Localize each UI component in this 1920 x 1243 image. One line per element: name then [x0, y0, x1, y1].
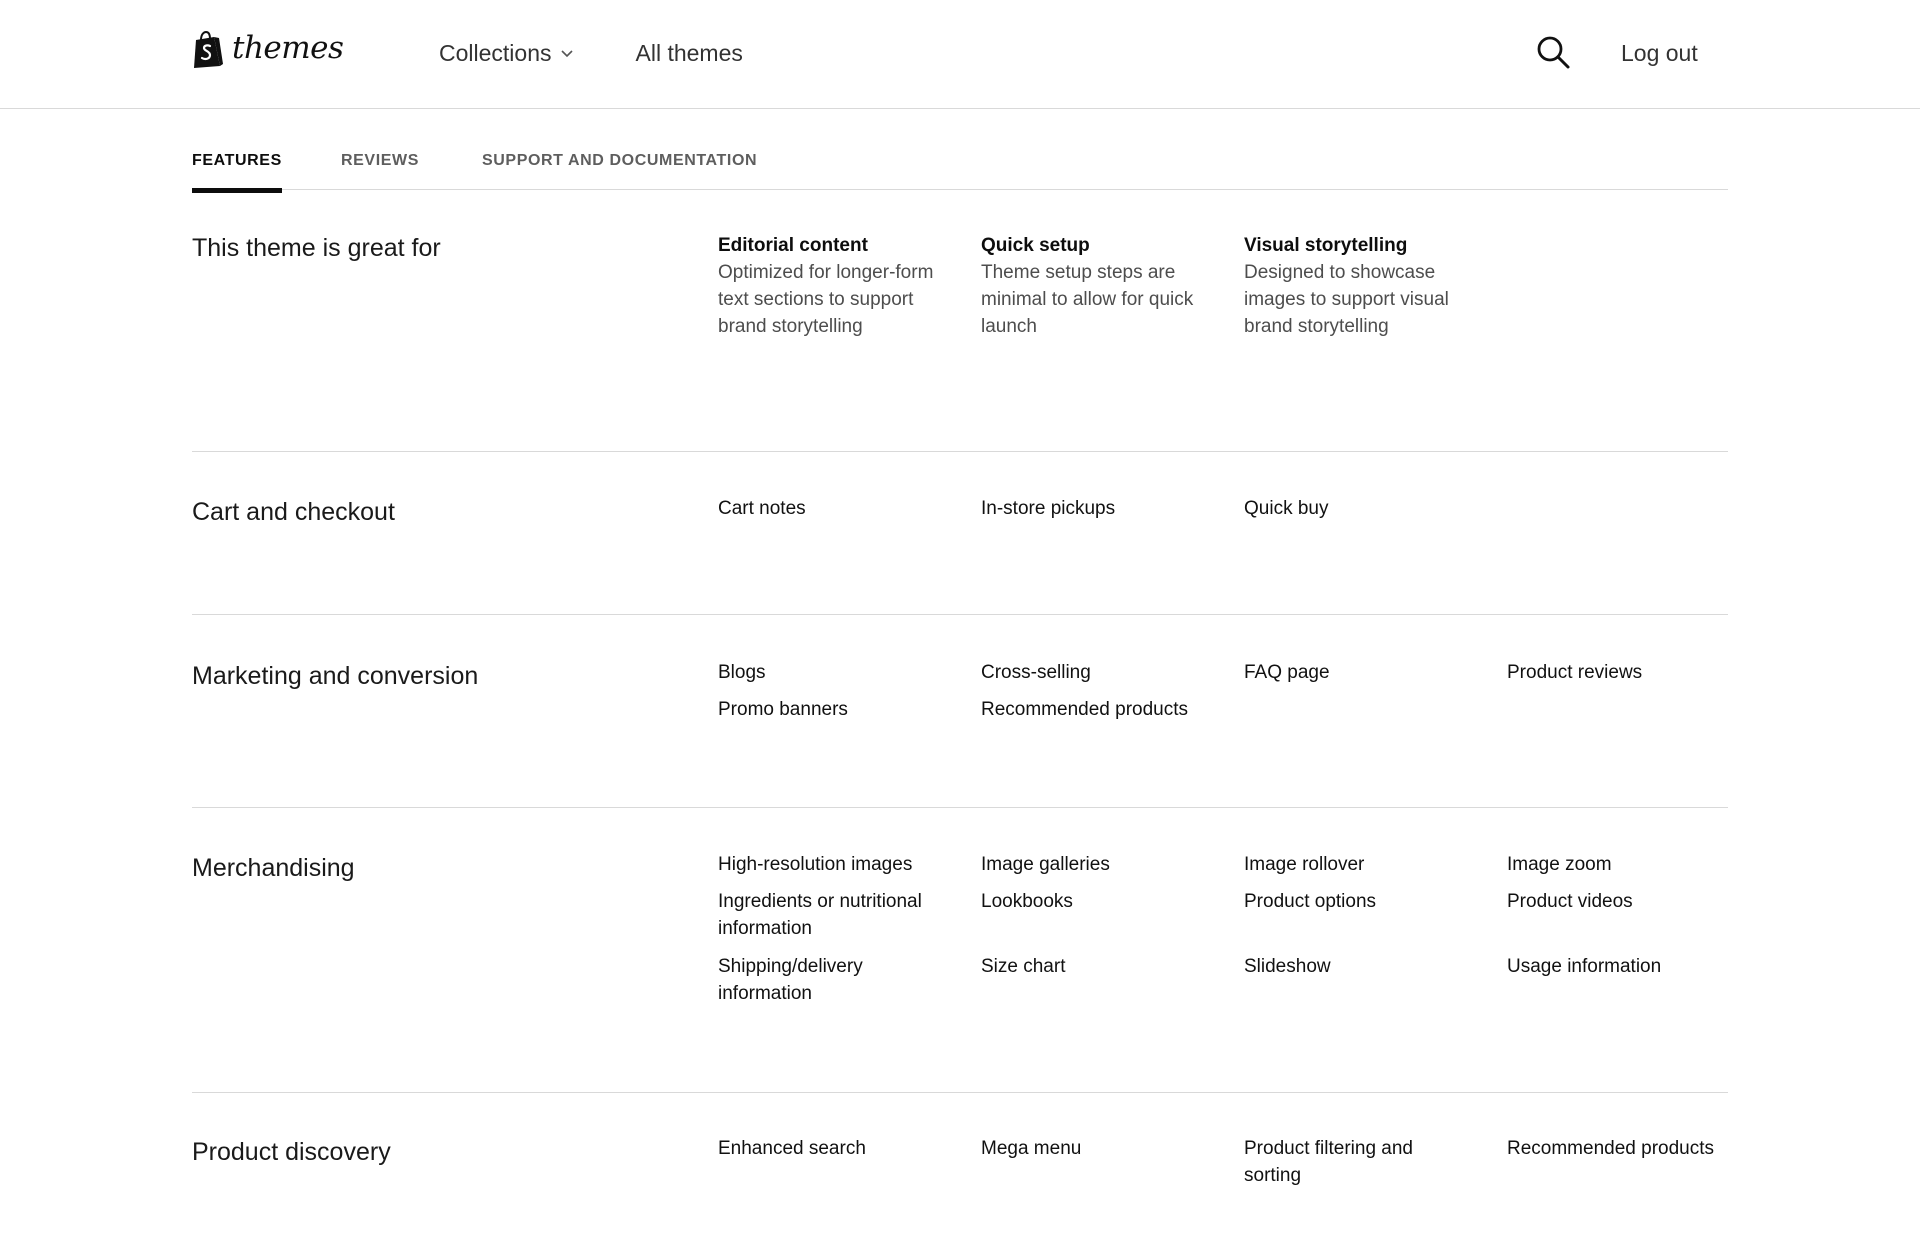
feature-item: Promo banners	[718, 699, 848, 720]
feature-item: Image rollover	[1244, 854, 1365, 875]
feature-item: Product videos	[1507, 891, 1633, 912]
feature-item: Image galleries	[981, 854, 1110, 875]
feature-title: Quick setup	[981, 235, 1090, 256]
section-title: This theme is great for	[192, 234, 441, 262]
feature-item: Recommended products	[1507, 1138, 1714, 1159]
feature-highlight	[718, 232, 943, 340]
log-out-link[interactable]: Log out	[1621, 40, 1698, 66]
chevron-down-icon	[561, 50, 573, 58]
feature-item: Quick buy	[1244, 498, 1329, 519]
cart-and-checkout-section	[192, 452, 1728, 615]
feature-highlight	[1244, 232, 1469, 340]
product-discovery-section	[192, 1093, 1728, 1243]
feature-description: Designed to showcase images to support visual brand storytelling	[1244, 262, 1449, 337]
section-title: Product discovery	[192, 1138, 391, 1166]
feature-item: Enhanced search	[718, 1138, 866, 1159]
shopify-bag-icon	[192, 31, 224, 69]
section-title: Merchandising	[192, 854, 355, 882]
feature-item: Lookbooks	[981, 891, 1073, 912]
feature-item: Slideshow	[1244, 956, 1331, 977]
feature-description: Optimized for longer-form text sections to support brand storytelling	[718, 262, 934, 337]
tab-reviews[interactable]: REVIEWS	[341, 152, 419, 169]
section-title: Marketing and conversion	[192, 662, 479, 690]
tab-support-and-documentation[interactable]: SUPPORT AND DOCUMENTATION	[482, 152, 758, 169]
top-navigation-bar	[0, 0, 1920, 109]
marketing-and-conversion-section	[192, 615, 1728, 808]
collections-dropdown[interactable]	[439, 40, 573, 67]
section-title: Cart and checkout	[192, 498, 395, 526]
main-nav	[439, 40, 743, 67]
all-themes-link[interactable]: All themes	[635, 40, 743, 66]
feature-highlight	[981, 232, 1206, 340]
theme-tabs	[192, 110, 1728, 190]
feature-item: FAQ page	[1244, 662, 1330, 683]
feature-item: Shipping/delivery information	[718, 956, 863, 1004]
merchandising-section	[192, 808, 1728, 1093]
feature-item: Cart notes	[718, 498, 806, 519]
feature-item: Product filtering and sorting	[1244, 1138, 1413, 1186]
feature-item: Usage information	[1507, 956, 1662, 977]
feature-item: Cross-selling	[981, 662, 1091, 683]
feature-item: In-store pickups	[981, 498, 1116, 519]
feature-item: Image zoom	[1507, 854, 1612, 875]
feature-item: High-resolution images	[718, 854, 913, 875]
logo-wordmark: themes	[232, 30, 344, 66]
feature-item: Size chart	[981, 956, 1066, 977]
feature-item: Mega menu	[981, 1138, 1082, 1159]
feature-item: Blogs	[718, 662, 766, 683]
feature-item: Ingredients or nutritional information	[718, 891, 922, 939]
feature-description: Theme setup steps are minimal to allow for quick launch	[981, 262, 1194, 337]
feature-item: Recommended products	[981, 699, 1188, 720]
feature-item: Product reviews	[1507, 662, 1643, 683]
feature-item: Product options	[1244, 891, 1377, 912]
great-for-section	[192, 190, 1728, 452]
collections-label: Collections	[439, 40, 552, 66]
tab-features[interactable]: FEATURES	[192, 152, 282, 193]
search-icon[interactable]	[1535, 34, 1571, 70]
shopify-themes-logo[interactable]	[192, 31, 343, 69]
feature-title: Editorial content	[718, 235, 868, 256]
feature-title: Visual storytelling	[1244, 235, 1408, 256]
